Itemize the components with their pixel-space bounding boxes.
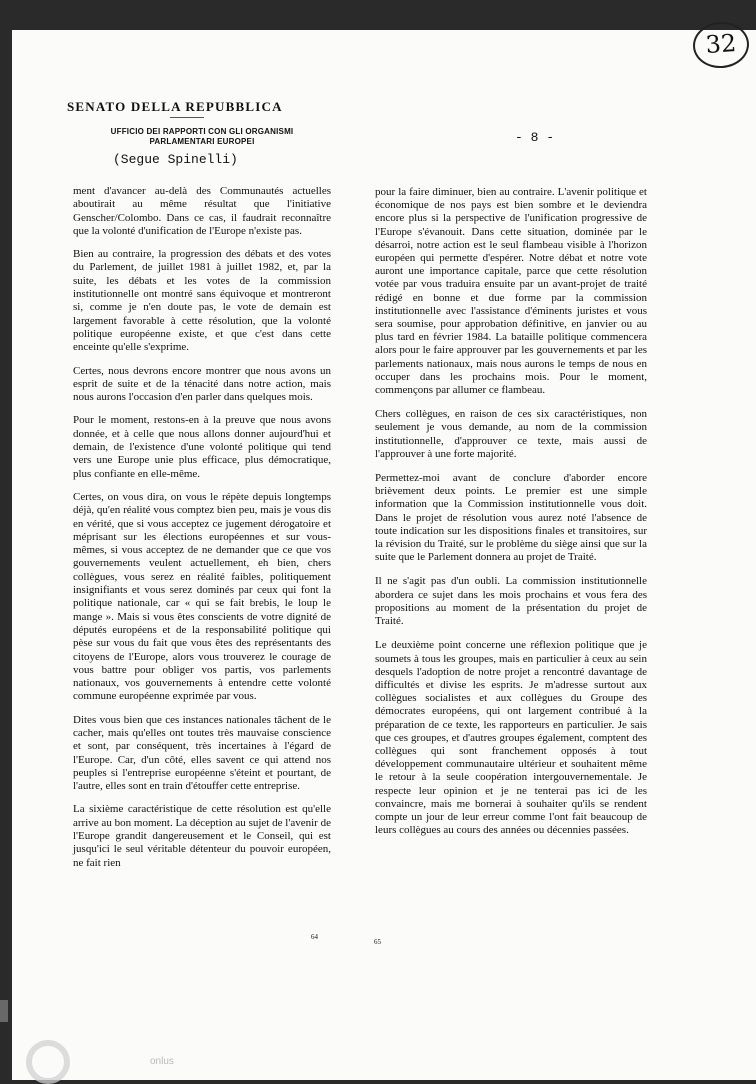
right-paragraph-4: Il ne s'agit pas d'un oubli. La commission institutionnelle abordera ce sujet dans les mois prochains et vous fera des propositions au moment de la présentation du projet de Traité. <box>375 575 647 628</box>
left-paragraph-3: Certes, nous devrons encore montrer que nous avons un esprit de suite et de la ténacité dans notre action, mais nous aurons l'occasion d'en parler dans quelques mois. <box>73 364 331 404</box>
scan-edge-mark <box>0 1000 8 1022</box>
archive-number-circle: 32 <box>691 20 750 70</box>
right-paragraph-2: Chers collègues, en raison de ces six caractéristiques, non seulement je vous demande, au nom de la commission institutionnelle, d'approuver ce texte, mais aussi de l'approuver à une forte majorité. <box>375 408 647 460</box>
left-footnote-number: 64 <box>311 933 318 941</box>
left-paragraph-4: Pour le moment, restons-en à la preuve que nous avons donnée, et à celle que nous allons donner aujourd'hui et demain, de l'existence d'une volonté politique qui tend vers une Europe unie plus efficace, plus démocratique, plus confiante en elle-même. <box>73 414 331 480</box>
left-paragraph-5: Certes, on vous dira, on vous le répète depuis longtemps déjà, qu'en réalité vous comptez bien peu, mais je vous dis en vérité, que si vous acceptez ce jugement dérogatoire et méprisant sur les élections européennes et sur vous-mêmes, si vous acceptez de ne demander que ce que vos gouvernements veulent actuellement, eh bien, chers collègues, vous serez en réalité faibles, politiquement insignifiants et vous serez dominés par ceux qui font la politique nationale, car « qui se fait brebis, le loup le mange ». Mais si vous êtes conscients de votre dignité de députés européens et de la responsabilité politique qui pèse sur vous du fait que vous êtes des représentants des citoyens de l'Europe, alors vous trouverez le courage de vous battre pour obliger vos partis, vos parlements nationaux, vos gouvernements à entendre cette volonté commune européenne exprimée par vous. <box>73 490 331 703</box>
right-paragraph-3: Permettez-moi avant de conclure d'aborder encore brièvement deux points. Le premier est une simple information que la Commission institutionnelle vous doit. Dans le projet de résolution vous aurez noté l'absence de toute indication sur les dispositions finales et transitoires, sur la révision du Traité, sur le problème du siège ainsi que sur la suite que le Parlement donnera au projet de Traité. <box>375 472 647 564</box>
right-text-column <box>375 186 647 848</box>
watermark-logo-icon <box>26 1040 70 1084</box>
office-subtitle: UFFICIO DEI RAPPORTI CON GLI ORGANISMI PARLAMENTARI EUROPEI <box>110 127 294 146</box>
left-paragraph-1: ment d'avancer au-delà des Communautés actuelles aboutirait au même résultat que l'initiative Genscher/Colombo. Dans ce cas, il faudrait reconnaître que la volonté d'unification de l'Europe n'existe pas. <box>73 185 331 237</box>
title-underline <box>170 117 204 118</box>
senate-title: SENATO DELLA REPUBBLICA <box>67 99 283 114</box>
right-paragraph-5: Le deuxième point concerne une réflexion politique que je soumets à tous les groupes, mais en particulier à ceux au sein desquels l'adoption de notre projet a rencontré davantage de difficultés et divise les esprits. Je m'adresse surtout aux collègues socialistes et aux collègues du Groupe des démocrates européens, qui ont largement contribué à la préparation de ce texte, les rapporteurs en particulier. Je sais que ces groupes, et d'autres groupes également, comptent des collègues qui sont franchement opposés à tout développement communautaire ultérieur et souhaitent même le retour à la seule coopération intergouvernementale. Je respecte leur opinion et je ne tenterai pas ici de les convaincre, mais me bornerai à souhaiter qu'ils se rendent compte un jour de leur erreur comme l'ont fait beaucoup de leurs collègues au cours des années ou décennies passées. <box>375 639 647 837</box>
left-paragraph-2: Bien au contraire, la progression des débats et des votes du Parlement, de juillet 1981 à juillet 1982, et, par la suite, les débats et les votes de la commission institutionnelle ont montré sans équivoque et montreront si, comme je n'en doute pas, le vote de demain est largement favorable à cette résolution, que la volonté politique européenne existe, et que c'est dans cette enceinte qu'elle s'exprime. <box>73 248 331 354</box>
left-paragraph-6: Dites vous bien que ces instances nationales tâchent de le cacher, mais qu'elles ont toutes très mauvaise conscience et sont, par conséquent, très incertaines à l'égard de l'Europe. Car, d'un côté, elles savent ce qui attend nos peuples si l'entreprise européenne s'éteint et pourtant, de l'autre, elles sont en train d'étouffer cette entreprise. <box>73 713 331 793</box>
left-paragraph-7: La sixième caractéristique de cette résolution est qu'elle arrive au bon moment. La déception au sujet de l'avenir de l'Europe grandit dangereusement et le Conseil, qui est jusqu'ici le seul véritable détenteur du pouvoir européen, ne fait rien <box>73 803 331 869</box>
page-number: - 8 - <box>515 130 555 145</box>
right-paragraph-1: pour la faire diminuer, bien au contraire. L'avenir politique et économique de nos pays est bien sombre et le deviendra encore plus si la perspective de l'unification progressive de l'Europe s'évanouit. Dans cette situation, dominée par le désarroi, notre action est le seul flambeau visible à l'horizon européen qui permette d'espérer. Notre débat et notre vote auront une importance capitale, parce que cette résolution votée par vous traduira ensuite par un avant-projet de traité rédigé en bonne et due forme par la commission institutionnelle avec l'assistance d'éminents juristes et vous sera soumise, pour approbation définitive, en janvier ou au plus tard en février 1984. La bataille politique commencera alors pour le faire approuver par les gouvernements et par les parlements nationaux, mais nous aurons le temps de nous en occuper dans les prochains mois. Pour le moment, commençons par allumer ce flambeau. <box>375 186 647 397</box>
right-footnote-number: 65 <box>374 938 381 946</box>
continuation-note: (Segue Spinelli) <box>113 152 238 167</box>
watermark-text: onlus <box>150 1056 174 1067</box>
left-text-column <box>73 185 331 880</box>
